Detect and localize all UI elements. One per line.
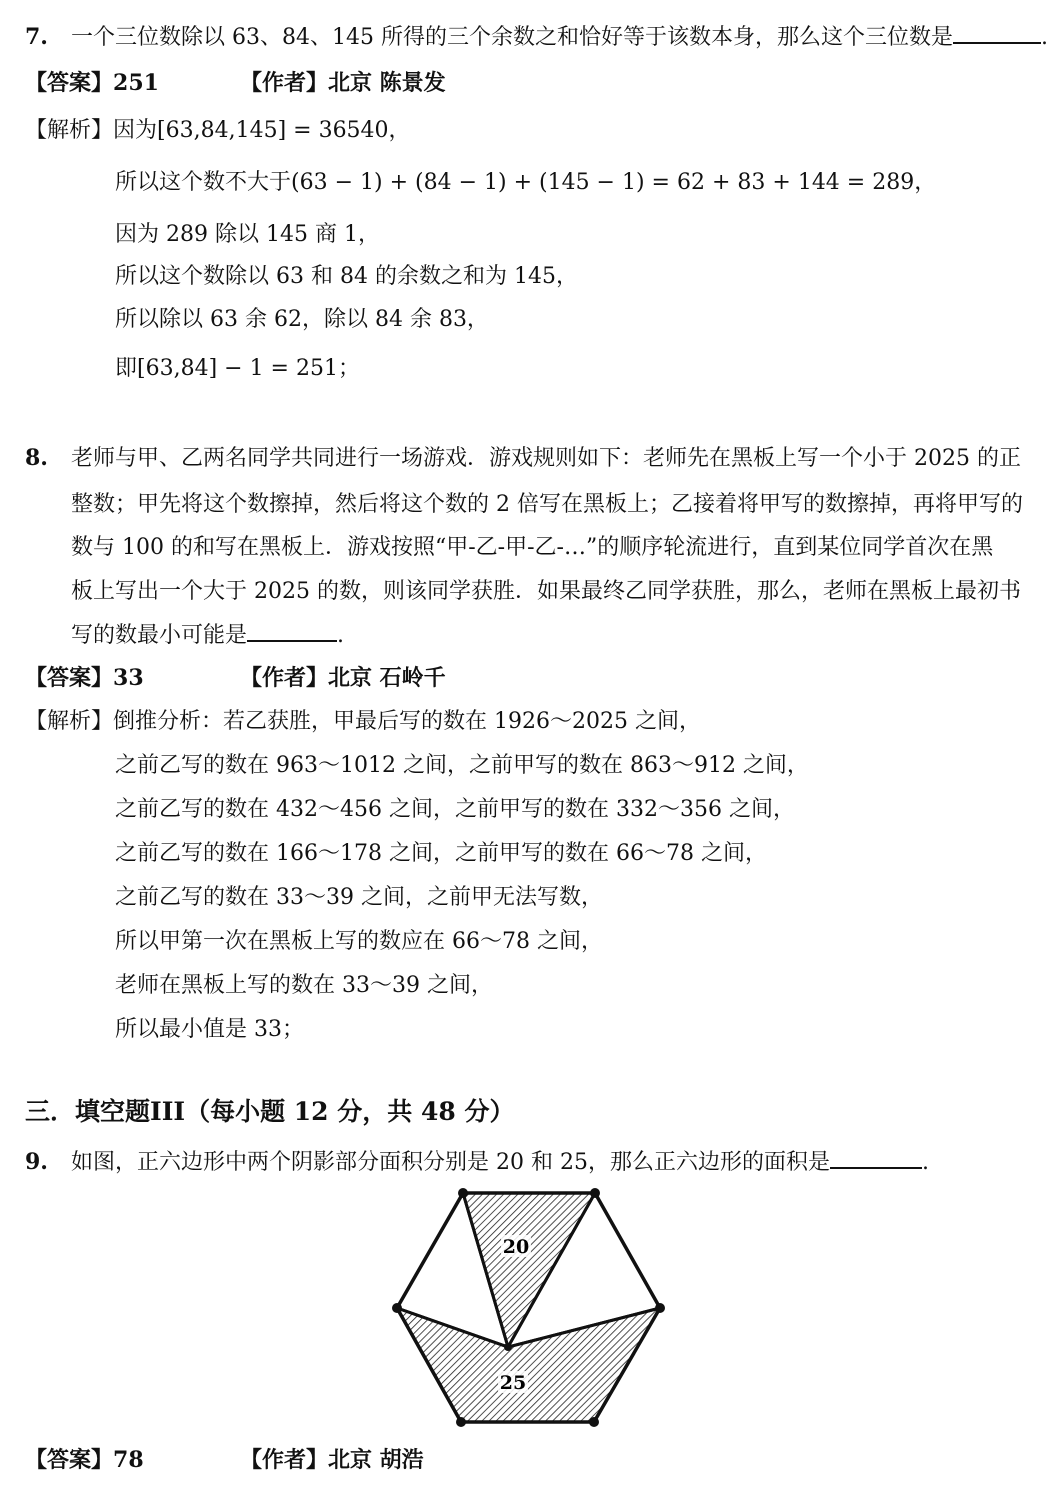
q8-answer: 33 bbox=[113, 665, 144, 691]
q8-answer-tag: 【答案】 bbox=[25, 665, 114, 691]
q8-answer-blank[interactable] bbox=[247, 620, 337, 642]
q8-analysis-tag: 【解析】 bbox=[25, 709, 114, 734]
q7-analysis-tag: 【解析】 bbox=[25, 118, 114, 143]
q8-answer-line bbox=[25, 663, 446, 694]
q9-answer-tag: 【答案】 bbox=[25, 1447, 114, 1473]
q8-author bbox=[240, 663, 446, 694]
q7-analysis-4: 所以除以 63 余 62，除以 84 余 83， bbox=[115, 307, 489, 332]
q8-stem-4 bbox=[71, 620, 344, 651]
q8-analysis-line: 倒推分析：若乙获胜，甲最后写的数在 1926～2025 之间， bbox=[113, 709, 701, 734]
q7-analysis-line: 因为[63,84,145] = 36540， bbox=[113, 118, 411, 143]
q7-analysis-5: 即[63,84] − 1 = 251； bbox=[115, 356, 360, 381]
q8-analysis-6: 老师在黑板上写的数在 33～39 之间， bbox=[115, 973, 493, 998]
section-heading: 三．填空题III（每小题 12 分，共 48 分） bbox=[25, 1097, 515, 1126]
upper-shaded-triangle bbox=[463, 1193, 595, 1347]
q8-line-last: 写的数最小可能是 bbox=[71, 623, 248, 648]
q7-answer: 251 bbox=[113, 70, 159, 96]
q8-analysis-3: 之前乙写的数在 166～178 之间，之前甲写的数在 66～78 之间， bbox=[115, 841, 767, 866]
q9-end: . bbox=[921, 1150, 929, 1175]
q7-answer-tag: 【答案】 bbox=[25, 70, 114, 96]
q8-analysis-1: 之前乙写的数在 963～1012 之间，之前甲写的数在 863～912 之间， bbox=[115, 753, 809, 778]
q9-answer-line bbox=[25, 1445, 424, 1476]
q9-text: 如图，正六边形中两个阴影部分面积分别是 20 和 25，那么正六边形的面积是 bbox=[71, 1150, 830, 1175]
q8-stem-1: 整数；甲先将这个数擦掉，然后将这个数的 2 倍写在黑板上；乙接着将甲写的数擦掉，再将甲写的 bbox=[71, 492, 1023, 517]
q7-analysis-1: 所以这个数不大于(63 − 1) + (84 − 1) + (145 − 1) = 62 + 83 + 144 = 289， bbox=[115, 170, 937, 195]
q8-number: 8. bbox=[25, 445, 48, 471]
q8-analysis-5: 所以甲第一次在黑板上写的数应在 66～78 之间， bbox=[115, 929, 603, 954]
q9-answer-blank[interactable] bbox=[830, 1147, 922, 1169]
q8-end: . bbox=[337, 623, 345, 648]
q7-analysis-0 bbox=[25, 116, 411, 146]
q7-text: 一个三位数除以 63、84、145 所得的三个余数之和恰好等于该数本身，那么这个三位数是 bbox=[71, 25, 953, 50]
q7-author-tag: 【作者】 bbox=[240, 70, 329, 96]
q8-stem-0 bbox=[25, 443, 1021, 474]
q9-answer: 78 bbox=[113, 1447, 144, 1473]
q8-stem-3: 板上写出一个大于 2025 的数，则该同学获胜．如果最终乙同学获胜，那么，老师在黑板上最初书 bbox=[71, 579, 1021, 604]
q8-line: 老师与甲、乙两名同学共同进行一场游戏．游戏规则如下：老师先在黑板上写一个小于 2025 的正 bbox=[71, 446, 1021, 471]
q7-answer-blank[interactable] bbox=[953, 22, 1041, 44]
label-20: 20 bbox=[502, 1236, 530, 1258]
q7-analysis-2: 因为 289 除以 145 商 1， bbox=[115, 222, 380, 247]
q7-end: . bbox=[1040, 25, 1048, 50]
q8-stem-2: 数与 100 的和写在黑板上．游戏按照“甲-乙-甲-乙-…”的顺序轮流进行，直到某位同学首次在黑 bbox=[71, 535, 994, 560]
q8-author-tag: 【作者】 bbox=[240, 665, 329, 691]
q9-stem bbox=[25, 1147, 929, 1178]
q7-analysis-3: 所以这个数除以 63 和 84 的余数之和为 145， bbox=[115, 264, 578, 289]
q9-author-name: 北京 胡浩 bbox=[328, 1447, 424, 1473]
q8-analysis-0 bbox=[25, 707, 701, 737]
hexagon-figure bbox=[385, 1185, 670, 1430]
q7-author bbox=[240, 68, 446, 99]
q8-analysis-7: 所以最小值是 33； bbox=[115, 1017, 304, 1042]
q8-author-name: 北京 石岭千 bbox=[328, 665, 446, 691]
q9-author bbox=[240, 1445, 424, 1476]
label-25: 25 bbox=[499, 1372, 527, 1394]
q8-analysis-4: 之前乙写的数在 33～39 之间，之前甲无法写数， bbox=[115, 885, 603, 910]
q9-number: 9. bbox=[25, 1149, 48, 1175]
q8-analysis-2: 之前乙写的数在 432～456 之间，之前甲写的数在 332～356 之间， bbox=[115, 797, 795, 822]
q7-author-name: 北京 陈景发 bbox=[328, 70, 446, 96]
q9-author-tag: 【作者】 bbox=[240, 1447, 329, 1473]
q7-answer-line bbox=[25, 68, 446, 99]
q7-stem bbox=[25, 22, 1048, 53]
lower-shaded-region bbox=[397, 1308, 660, 1422]
q7-number: 7. bbox=[25, 24, 48, 50]
